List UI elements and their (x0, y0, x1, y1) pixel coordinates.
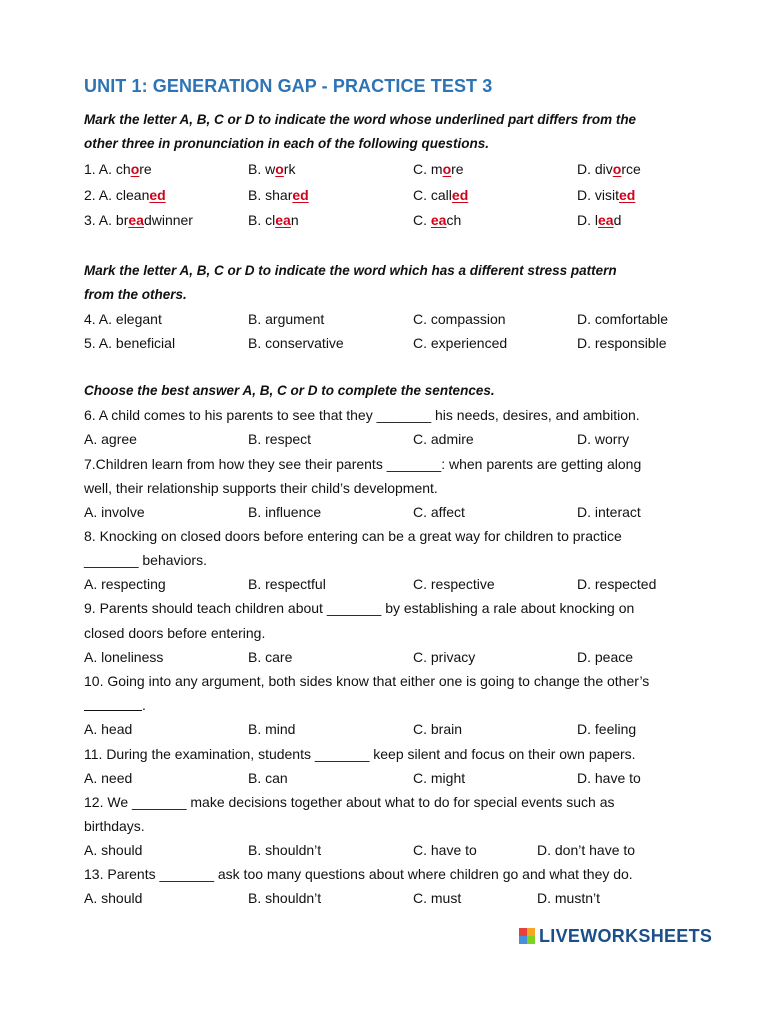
option-10a[interactable]: A. head (84, 721, 133, 737)
option-5a[interactable]: 5. A. beneficial (84, 335, 176, 351)
option-3a[interactable]: 3. A. breadwinner (84, 212, 193, 228)
question-12-text-line2: birthdays. (84, 818, 145, 834)
option-11c[interactable]: C. might (413, 770, 466, 786)
option-8a[interactable]: A. respecting (84, 576, 166, 592)
section1-instruction-line2: other three in pronunciation in each of the following questions. (84, 136, 490, 151)
question-13-options (0, 890, 768, 910)
option-6c[interactable]: C. admire (413, 431, 474, 447)
question-3-options (0, 212, 768, 232)
question-13-text: 13. Parents _______ ask too many questions about where children go and what they do. (84, 866, 633, 882)
question-12-text-line1: 12. We _______ make decisions together about what to do for special events such as (84, 794, 615, 810)
option-13a[interactable]: A. should (84, 890, 143, 906)
option-12a[interactable]: A. should (84, 842, 143, 858)
option-8d[interactable]: D. respected (577, 576, 657, 592)
question-7-options (0, 504, 768, 524)
option-13b[interactable]: B. shouldn’t (248, 890, 322, 906)
question-8-options (0, 576, 768, 596)
option-12d[interactable]: D. don’t have to (537, 842, 636, 858)
question-11-options (0, 770, 768, 790)
logo-text: LIVEWORKSHEETS (539, 925, 713, 946)
option-10b[interactable]: B. mind (248, 721, 296, 737)
question-10-options (0, 721, 768, 741)
option-7d[interactable]: D. interact (577, 504, 641, 520)
liveworksheets-logo[interactable] (519, 925, 712, 947)
option-4b[interactable]: B. argument (248, 311, 325, 327)
option-1d[interactable]: D. divorce (577, 161, 641, 177)
option-7c[interactable]: C. affect (413, 504, 465, 520)
option-13c[interactable]: C. must (413, 890, 462, 906)
page-title: UNIT 1: GENERATION GAP - PRACTICE TEST 3 (84, 76, 493, 96)
underlined-part: ea (275, 212, 291, 228)
underlined-part: ea (430, 212, 447, 228)
underlined-part: ed (451, 187, 469, 203)
question-7-text-line2: well, their relationship supports their child’s development. (84, 480, 438, 496)
option-5b[interactable]: B. conservative (248, 335, 344, 351)
question-8-text-line2: _______ behaviors. (84, 552, 207, 568)
option-9b[interactable]: B. care (248, 649, 293, 665)
question-9-text-line1: 9. Parents should teach children about _______ by establishing a rale about knocking on (84, 600, 635, 616)
underlined-part: o (275, 161, 284, 177)
section2-instruction-line1: Mark the letter A, B, C or D to indicate the word which has a different stress pattern (84, 263, 617, 278)
option-13d[interactable]: D. mustn’t (537, 890, 601, 906)
option-4c[interactable]: C. compassion (413, 311, 506, 327)
option-11a[interactable]: A. need (84, 770, 133, 786)
section3-instruction: Choose the best answer A, B, C or D to complete the sentences. (84, 383, 495, 398)
option-2a[interactable]: 2. A. cleaned (84, 187, 166, 203)
question-8-text-line1: 8. Knocking on closed doors before entering can be a great way for children to practice (84, 528, 622, 544)
question-10-text-line1: 10. Going into any argument, both sides know that either one is going to change the other’s (84, 673, 650, 689)
underlined-part: o (442, 161, 452, 177)
option-5c[interactable]: C. experienced (413, 335, 508, 351)
option-4a[interactable]: 4. A. elegant (84, 311, 162, 327)
option-1c[interactable]: C. more (413, 161, 464, 177)
option-3d[interactable]: D. lead (577, 212, 622, 228)
option-10d[interactable]: D. feeling (577, 721, 637, 737)
question-7-text-line1: 7.Children learn from how they see their parents _______: when parents are getting along (84, 456, 642, 472)
answer-blank[interactable] (84, 710, 142, 711)
option-11d[interactable]: D. have to (577, 770, 641, 786)
liveworksheets-logo-icon (519, 928, 535, 944)
underlined-part: ea (598, 212, 614, 228)
section2-instruction-line2: from the others. (84, 287, 187, 302)
underlined-part: ea (128, 212, 144, 228)
option-6d[interactable]: D. worry (577, 431, 630, 447)
option-10c[interactable]: C. brain (413, 721, 463, 737)
option-9c[interactable]: C. privacy (413, 649, 476, 665)
option-1a[interactable]: 1. A. chore (84, 161, 152, 177)
question-6-text: 6. A child comes to his parents to see that they _______ his needs, desires, and ambition. (84, 407, 640, 423)
option-11b[interactable]: B. can (248, 770, 288, 786)
question-9-text-line2: closed doors before entering. (84, 625, 266, 641)
option-12b[interactable]: B. shouldn’t (248, 842, 322, 858)
question-2-options (0, 187, 768, 207)
question-5-options (0, 335, 768, 355)
option-2b[interactable]: B. shared (248, 187, 309, 203)
option-5d[interactable]: D. responsible (577, 335, 667, 351)
question-4-options (0, 311, 768, 331)
option-6b[interactable]: B. respect (248, 431, 312, 447)
option-8c[interactable]: C. respective (413, 576, 495, 592)
section1-instruction-line1: Mark the letter A, B, C or D to indicate the word whose underlined part differs from the (84, 112, 637, 127)
option-2c[interactable]: C. called (413, 187, 469, 203)
underlined-part: ed (149, 187, 166, 203)
option-8b[interactable]: B. respectful (248, 576, 326, 592)
question-12-options (0, 842, 768, 862)
option-4d[interactable]: D. comfortable (577, 311, 669, 327)
underlined-part: ed (619, 187, 636, 203)
underlined-part: o (612, 161, 622, 177)
option-2d[interactable]: D. visited (577, 187, 636, 203)
option-7b[interactable]: B. influence (248, 504, 322, 520)
question-10-text-line2: . (142, 697, 146, 713)
question-1-options (0, 161, 768, 181)
option-9d[interactable]: D. peace (577, 649, 634, 665)
option-6a[interactable]: A. agree (84, 431, 137, 447)
question-11-text: 11. During the examination, students _______ keep silent and focus on their own papers. (84, 746, 636, 762)
option-3b[interactable]: B. clean (248, 212, 299, 228)
option-1b[interactable]: B. work (248, 161, 296, 177)
option-9a[interactable]: A. loneliness (84, 649, 164, 665)
option-7a[interactable]: A. involve (84, 504, 145, 520)
underlined-part: o (130, 161, 140, 177)
option-12c[interactable]: C. have to (413, 842, 477, 858)
option-3c[interactable]: C. each (413, 212, 462, 228)
underlined-part: ed (292, 187, 309, 203)
question-9-options (0, 649, 768, 669)
question-6-options (0, 431, 768, 451)
